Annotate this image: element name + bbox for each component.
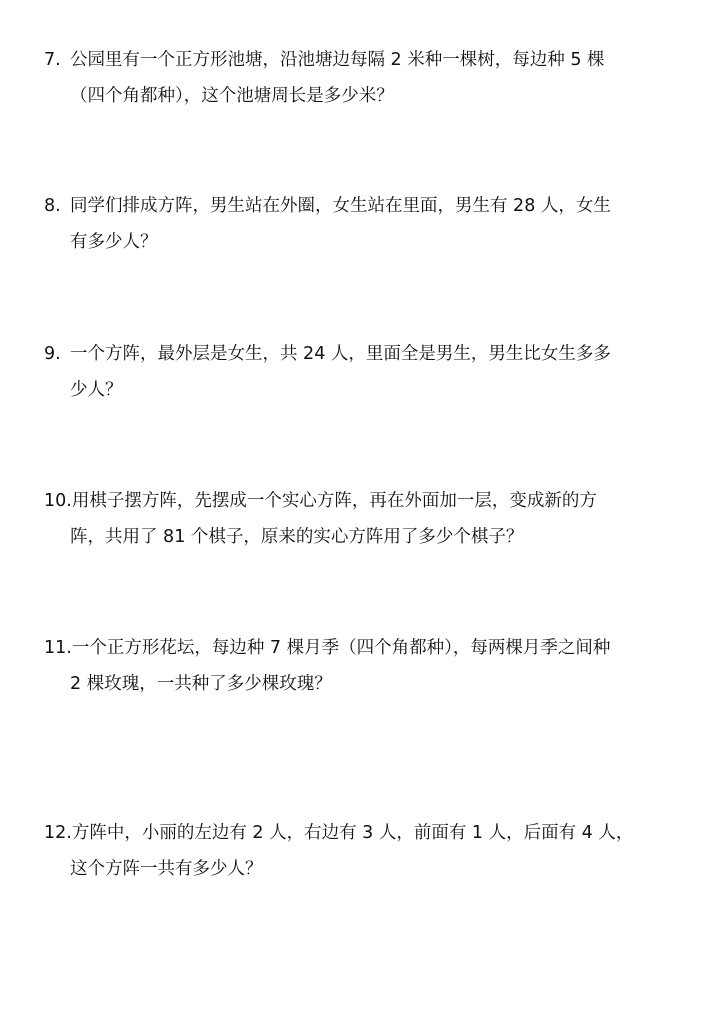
- question-text: 公园里有一个正方形池塘，沿池塘边每隔 2 米种一棵树，每边种 5 棵: [70, 50, 605, 70]
- question-line: [44, 483, 684, 519]
- question-7: [44, 42, 684, 114]
- question-12: [44, 815, 684, 887]
- question-number: 7.: [44, 50, 61, 70]
- question-number: 11.: [44, 638, 72, 658]
- question-text: 一个方阵，最外层是女生，共 24 人，里面全是男生，男生比女生多多: [70, 344, 611, 364]
- question-text-continued: 2 棵玫瑰，一共种了多少棵玫瑰？: [70, 674, 332, 694]
- question-text-continued: 这个方阵一共有多少人？: [70, 859, 263, 879]
- question-number: 8.: [44, 196, 61, 216]
- question-line: [44, 630, 684, 666]
- question-text-continued: 有多少人？: [70, 232, 158, 252]
- question-text: 用棋子摆方阵，先摆成一个实心方阵，再在外面加一层，变成新的方: [71, 491, 597, 511]
- question-line: [44, 815, 684, 851]
- question-number: 10.: [44, 491, 72, 511]
- question-line: [44, 188, 684, 224]
- question-text-continued: 阵，共用了 81 个棋子，原来的实心方阵用了多少个棋子？: [70, 527, 524, 547]
- question-text: 方阵中，小丽的左边有 2 人，右边有 3 人，前面有 1 人，后面有 4 人，: [71, 823, 634, 843]
- question-number: 9.: [44, 344, 61, 364]
- question-10: [44, 483, 684, 555]
- question-text-continued: （四个角都种），这个池塘周长是多少米？: [70, 86, 394, 106]
- question-text-continued: 少人？: [70, 380, 123, 400]
- question-8: [44, 188, 684, 260]
- question-11: [44, 630, 684, 702]
- question-text: 同学们排成方阵，男生站在外圈，女生站在里面，男生有 28 人，女生: [70, 196, 611, 216]
- question-line: [44, 42, 684, 78]
- question-9: [44, 336, 684, 408]
- question-number: 12.: [44, 823, 72, 843]
- question-text: 一个正方形花坛，每边种 7 棵月季（四个角都种），每两棵月季之间种: [71, 638, 611, 658]
- question-line: [44, 336, 684, 372]
